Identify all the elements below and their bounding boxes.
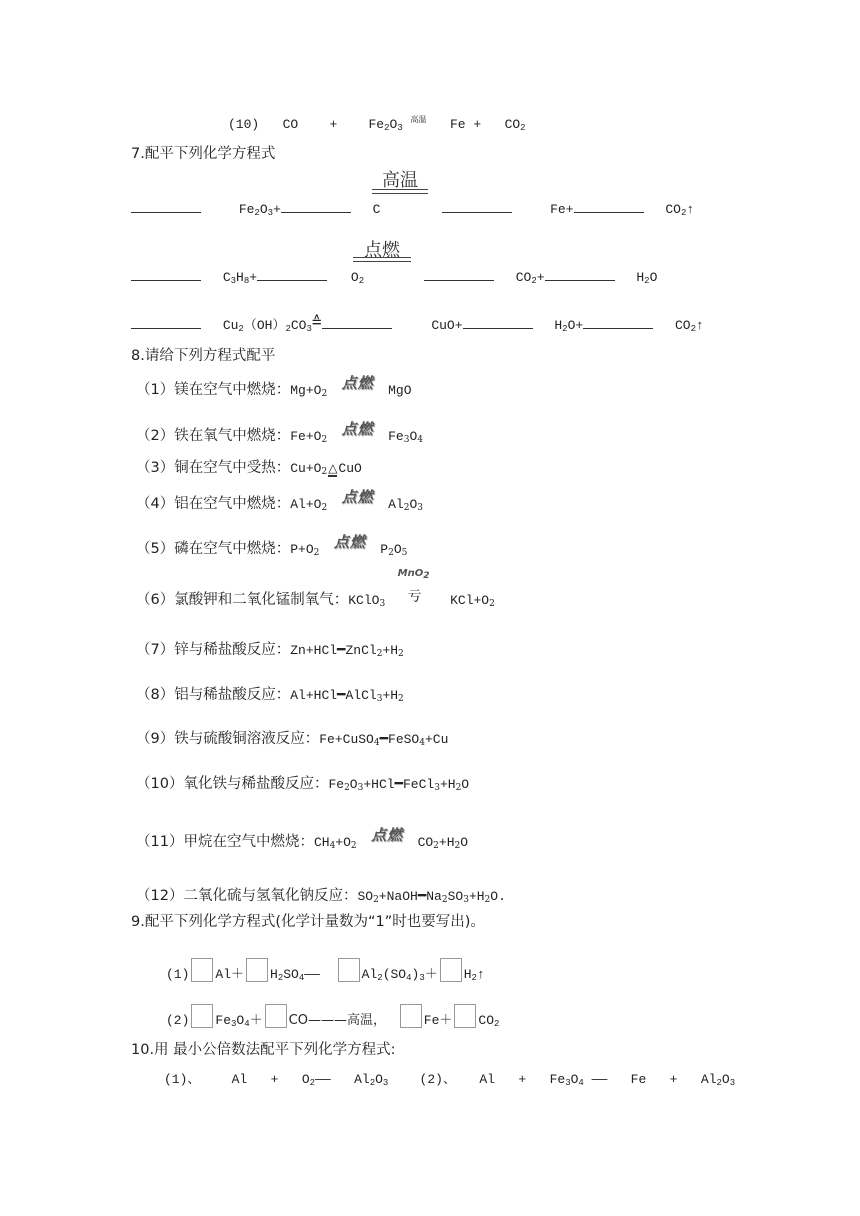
reaction-condition-gaowen: 高温 <box>382 170 418 191</box>
q10-title: 10.用 最小公倍数法配平下列化学方程式: <box>131 1042 396 1058</box>
coefficient-box[interactable] <box>191 958 213 982</box>
answer-blank[interactable] <box>257 268 327 281</box>
answer-blank[interactable] <box>131 268 201 281</box>
coefficient-box[interactable] <box>454 1004 476 1028</box>
condition-dianran: 点燃 <box>333 533 366 551</box>
q8-item-5: （5）磷在空气中燃烧：$P+O_2$ 点燃 $P_2O_5$ <box>136 533 408 558</box>
q8-item-1: （1）镁在空气中燃烧：$Mg+O_2$ 点燃 MgO <box>136 374 412 399</box>
q8-item-8: （8）铝与稀盐酸反应：$Al+HCl━AlCl_3+H_2$ <box>136 687 404 704</box>
answer-blank[interactable] <box>583 316 653 329</box>
coefficient-box[interactable] <box>440 958 462 982</box>
q10-equations: (1)、 Al + $O_2——$ $Al_2O_3$ (2)、 Al + $Fe_3O_4$ —— Fe + $Al_2O_3$ <box>164 1072 736 1088</box>
reaction-condition: 高温 <box>410 115 427 124</box>
q7-equation-2: $C_3H_8+ O_2$ $CO_2+ H_2O$ <box>131 268 657 285</box>
q8-item-12: （12）二氧化硫与氢氧化钠反应：$SO_2+NaOH━Na_2SO_3+H_2O$. <box>136 888 506 905</box>
gas-arrow: ↑ <box>476 967 485 982</box>
answer-blank[interactable] <box>281 200 351 213</box>
q9-equation-2: (2) $Fe_3O_4+$ CO———高温， $Fe+ CO_2$ <box>166 1004 499 1028</box>
condition-dianran: 点燃 <box>341 488 374 506</box>
reaction-condition-dianran: 点燃 <box>364 240 400 261</box>
condition-dianran: 点燃 <box>371 826 404 844</box>
condition-underline <box>372 189 428 194</box>
q8-item-4: （4）铝在空气中燃烧：$Al+O_2$ 点燃 $Al_2O_3$ <box>136 488 423 513</box>
equation-number: (10) <box>228 117 260 132</box>
answer-blank[interactable] <box>131 200 201 213</box>
answer-blank[interactable] <box>424 268 494 281</box>
condition-dianran: 点燃 <box>341 420 374 438</box>
coefficient-box[interactable] <box>338 958 360 982</box>
q7-equation-3: $Cu_2(OH)_2CO_3≙$ $CuO+ H_2O+$ $CO_2↑$ <box>131 312 704 333</box>
answer-blank[interactable] <box>463 316 533 329</box>
answer-blank[interactable] <box>322 316 392 329</box>
q7-title: 7.配平下列化学方程式 <box>131 146 276 162</box>
coefficient-box[interactable] <box>400 1004 422 1028</box>
coefficient-box[interactable] <box>246 958 268 982</box>
gas-arrow: ↑ <box>696 318 704 333</box>
q9-equation-1: (1) $Al+ H_2SO_4——$ $Al_2(SO_4)_3+$ $H_2↑$ <box>166 958 485 982</box>
answer-blank[interactable] <box>131 316 201 329</box>
q6-equation-10: (10) CO + $Fe_2O_3$ $^{高温}$ Fe + $CO_2$ <box>228 115 526 133</box>
condition-heat: △ <box>328 461 338 475</box>
q8-item-6: （6）氯酸钾和二氧化锰制氧气：KClO$_3$ MnO$_2$ 亏 $KCl+O_2$ <box>136 568 495 609</box>
q8-item-10: （10）氧化铁与稀盐酸反应：$Fe_2O_3+HCl━FeCl_3+H_2O$ <box>136 776 470 793</box>
q8-item-9: （9）铁与硫酸铜溶液反应：Fe+CuSO$_4$━FeSO$_4$+Cu <box>136 731 449 748</box>
coefficient-box[interactable] <box>191 1004 213 1028</box>
q8-item-2: （2）铁在氧气中燃烧：$Fe+O_2$ 点燃 $Fe_3O_4$ <box>136 420 423 445</box>
condition-dianran: 点燃 <box>341 374 374 392</box>
gas-arrow: ↑ <box>686 202 695 217</box>
answer-blank[interactable] <box>442 200 512 213</box>
heat-condition-symbol: ≙ <box>311 314 322 332</box>
q8-item-3: （3）铜在空气中受热：$Cu+O_2\triangle CuO$ <box>136 460 362 477</box>
condition-catalyst: MnO$_2$ 亏 <box>397 568 430 605</box>
q9-title: 9.配平下列化学方程式(化学计量数为“1”时也要写出)。 <box>131 914 485 930</box>
q8-item-7: （7）锌与稀盐酸反应：$Zn+HCl━ZnCl_2+H_2$ <box>136 642 404 659</box>
coefficient-box[interactable] <box>265 1004 287 1028</box>
answer-blank[interactable] <box>574 200 644 213</box>
condition-underline <box>353 257 411 262</box>
answer-blank[interactable] <box>545 268 615 281</box>
q8-title: 8.请给下列方程式配平 <box>131 348 276 364</box>
q7-equation-1: $Fe_2O_3+ C$ $Fe+ CO_2↑$ <box>131 200 694 217</box>
q8-item-11: （11）甲烷在空气中燃烧：$CH_4+O_2$ 点燃 $CO_2+H_2O$ <box>136 826 469 851</box>
